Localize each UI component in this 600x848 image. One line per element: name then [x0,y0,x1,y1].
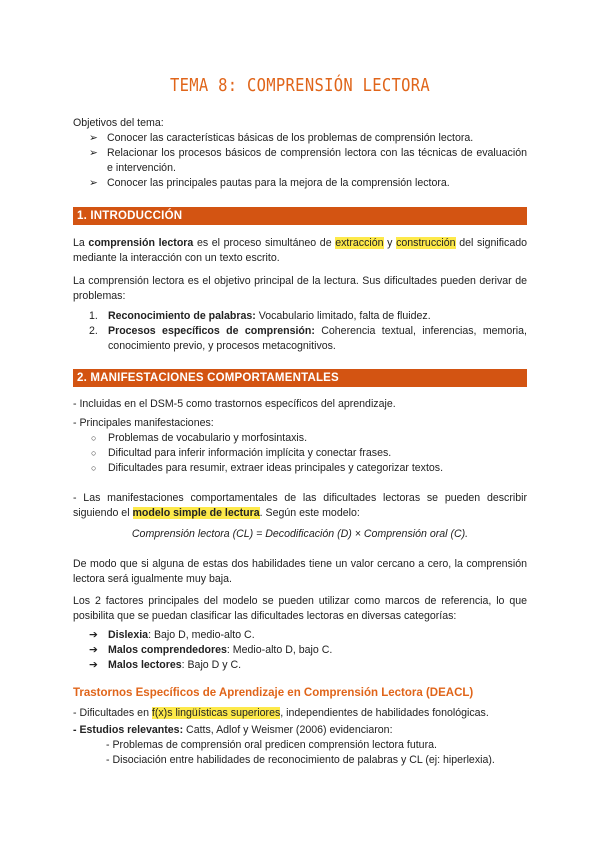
section-manif [73,369,527,387]
list-item: ➔ Malos lectores: Bajo D y C. [89,659,242,671]
highlight: construcción [396,237,456,249]
objectives-list [73,131,527,191]
right-arrow-icon: ➔ [89,629,98,641]
model-consequence: De modo que si alguna de estas dos habilidades tiene un valor cercano a cero, la comprensión lectora será igualmente muy baja. [73,558,527,585]
subsection-heading: Trastornos Específicos de Aprendizaje en Comprensión Lectora (DEACL) [73,687,474,699]
circle-bullet-icon: ○ [91,448,97,458]
intro-paragraph-2: La comprensión lectora es el objetivo principal de la lectura. Sus dificultades pueden derivar de problemas: [73,275,527,302]
arrow-bullet-icon: ➢ [89,132,98,144]
list-item: ➔ Malos comprendedores: Medio-alto D, bajo C. [89,644,333,656]
model-formula: Comprensión lectora (CL) = Decodificación (D) × Comprensión oral (C). [131,528,469,540]
list-item: ○ Dificultad para inferir información implícita y conectar frases. [91,447,392,459]
arrow-bullet-icon: ➢ [89,147,98,159]
highlight: extracción [335,237,384,249]
manif-lines: - Incluidas en el DSM-5 como trastornos específicos del aprendizaje. - Principales manifestaciones: ○ Problemas de vocabulario y morfosintaxis. ○ Dificultad para inferir información implícita y conectar frases. ○ Dificultades para resumir, extraer ideas principales y categorizar textos. [73,397,527,476]
objective-item: ➢ Conocer las características básicas de los problemas de comprensión lectora. [89,132,474,144]
categories-list [73,628,527,673]
manifestations-list [73,431,527,476]
deacl-block: Trastornos Específicos de Aprendizaje en Comprensión Lectora (DEACL) - Dificultades en f(x)s lingüísticas superiores, independientes de habilidades fonológicas. - Estudios relevantes: Catts, Adlof y Weismer (2006) evidenciaron: - Problemas de comprensión oral predicen comprensión lectora futura. - Disociación entre habilidades de reconocimiento de palabras y CL (ej: hiperlexia). [73,686,527,768]
page-title: TEMA 8: COMPRENSIÓN LECTORA [169,74,431,96]
intro-paragraph-1: La comprensión lectora es el proceso simultáneo de extracción y construcción del significado mediante la interacción con un texto escrito. [73,237,528,264]
right-arrow-icon: ➔ [89,659,98,671]
arrow-bullet-icon: ➢ [89,177,98,189]
model-paragraph: - Las manifestaciones comportamentales de las dificultades lectoras se pueden describir siguiendo el modelo simple de lectura. Según este modelo: [73,492,527,519]
section-heading-intro: 1. INTRODUCCIÓN [73,207,527,225]
categories-intro: Los 2 factores principales del modelo se pueden utilizar como marcos de referencia, lo que posibilita que se puedan clasificar las dificultades lectoras en diversas categorías: [73,595,527,622]
objectives-block [73,116,527,191]
highlight: modelo simple de lectura [132,507,260,519]
highlight: f(x)s lingüísticas superiores [151,707,281,719]
right-arrow-icon: ➔ [89,644,98,656]
section-intro [73,207,527,225]
circle-bullet-icon: ○ [91,433,97,443]
list-item: 1. Reconocimiento de palabras: Vocabulario limitado, falta de fluidez. [89,310,431,322]
objectives-label: Objetivos del tema: [73,117,164,129]
list-item: ○ Problemas de vocabulario y morfosintaxis. [91,432,308,444]
objective-item: ➢ Relacionar los procesos básicos de comprensión lectora con las técnicas de evaluación e intervención. [89,147,527,174]
circle-bullet-icon: ○ [91,463,97,473]
list-item: ○ Dificultades para resumir, extraer ideas principales y categorizar textos. [91,462,444,474]
list-item: ➔ Dislexia: Bajo D, medio-alto C. [89,629,255,641]
intro-list [73,309,527,354]
objective-item: ➢ Conocer las principales pautas para la mejora de la comprensión lectora. [89,177,450,189]
list-item: 2. Procesos específicos de comprensión: Coherencia textual, inferencias, memoria, conocimiento previo, y procesos metacognitivos. [89,325,527,352]
section-heading-manif: 2. MANIFESTACIONES COMPORTAMENTALES [73,369,527,387]
